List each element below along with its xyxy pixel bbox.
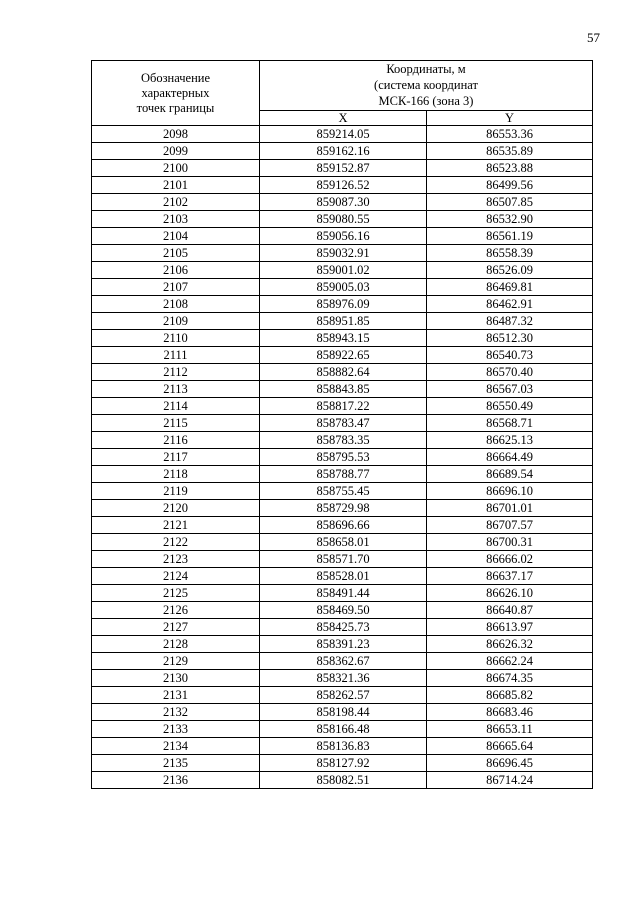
x-coordinate-cell: 858391.23 — [260, 636, 427, 653]
y-coordinate-cell: 86570.40 — [427, 364, 593, 381]
table-row — [92, 721, 593, 738]
point-id-cell: 2107 — [92, 279, 260, 296]
table-row — [92, 296, 593, 313]
table-row — [92, 330, 593, 347]
x-coordinate-cell: 858755.45 — [260, 483, 427, 500]
y-coordinate-cell: 86550.49 — [427, 398, 593, 415]
point-id-cell: 2113 — [92, 381, 260, 398]
point-id-cell: 2126 — [92, 602, 260, 619]
point-id-cell: 2109 — [92, 313, 260, 330]
y-coordinate-cell: 86662.24 — [427, 653, 593, 670]
table-row — [92, 772, 593, 789]
point-id-cell: 2106 — [92, 262, 260, 279]
y-coordinate-cell: 86487.32 — [427, 313, 593, 330]
table-row — [92, 364, 593, 381]
x-coordinate-cell: 858882.64 — [260, 364, 427, 381]
y-coordinate-cell: 86714.24 — [427, 772, 593, 789]
x-coordinate-cell: 859162.16 — [260, 143, 427, 160]
y-coordinate-cell: 86532.90 — [427, 211, 593, 228]
y-coordinate-cell: 86499.56 — [427, 177, 593, 194]
coordinates-header — [260, 61, 593, 111]
x-coordinate-cell: 858783.47 — [260, 415, 427, 432]
table-row — [92, 551, 593, 568]
point-id-cell: 2132 — [92, 704, 260, 721]
table-row — [92, 177, 593, 194]
point-id-cell: 2105 — [92, 245, 260, 262]
x-coordinate-cell: 858729.98 — [260, 500, 427, 517]
x-coordinate-cell: 859056.16 — [260, 228, 427, 245]
x-coordinate-cell: 858262.57 — [260, 687, 427, 704]
x-coordinate-cell: 858922.65 — [260, 347, 427, 364]
table-row — [92, 279, 593, 296]
point-id-cell: 2128 — [92, 636, 260, 653]
table-row — [92, 619, 593, 636]
x-coordinate-cell: 858082.51 — [260, 772, 427, 789]
table-row — [92, 653, 593, 670]
coordinates-table — [91, 60, 593, 789]
page-number: 57 — [587, 30, 600, 45]
y-coordinate-cell: 86523.88 — [427, 160, 593, 177]
table-row — [92, 500, 593, 517]
y-coordinate-cell: 86685.82 — [427, 687, 593, 704]
x-coordinate-cell: 858943.15 — [260, 330, 427, 347]
x-coordinate-cell: 859001.02 — [260, 262, 427, 279]
x-coordinate-cell: 858788.77 — [260, 466, 427, 483]
x-coordinate-cell: 859032.91 — [260, 245, 427, 262]
point-id-cell: 2121 — [92, 517, 260, 534]
y-coordinate-cell: 86568.71 — [427, 415, 593, 432]
point-id-cell: 2131 — [92, 687, 260, 704]
point-id-cell: 2104 — [92, 228, 260, 245]
x-coordinate-cell: 858658.01 — [260, 534, 427, 551]
table-row — [92, 194, 593, 211]
table-row — [92, 245, 593, 262]
y-coordinate-cell: 86567.03 — [427, 381, 593, 398]
y-coordinate-cell: 86696.10 — [427, 483, 593, 500]
table-row — [92, 228, 593, 245]
table-row — [92, 687, 593, 704]
point-id-cell: 2117 — [92, 449, 260, 466]
point-id-cell: 2108 — [92, 296, 260, 313]
x-coordinate-cell: 859087.30 — [260, 194, 427, 211]
point-id-cell: 2099 — [92, 143, 260, 160]
y-coordinate-cell: 86462.91 — [427, 296, 593, 313]
point-id-cell: 2127 — [92, 619, 260, 636]
x-coordinate-cell: 859126.52 — [260, 177, 427, 194]
point-id-cell: 2120 — [92, 500, 260, 517]
table-row — [92, 313, 593, 330]
table-row — [92, 602, 593, 619]
y-coordinate-cell: 86558.39 — [427, 245, 593, 262]
point-id-cell: 2118 — [92, 466, 260, 483]
y-coordinate-cell: 86640.87 — [427, 602, 593, 619]
table-row — [92, 449, 593, 466]
x-coordinate-cell: 858469.50 — [260, 602, 427, 619]
table-row — [92, 262, 593, 279]
point-id-cell: 2103 — [92, 211, 260, 228]
y-coordinate-cell: 86637.17 — [427, 568, 593, 585]
x-coordinate-cell: 859214.05 — [260, 126, 427, 143]
table-row — [92, 517, 593, 534]
y-column-header: Y — [427, 111, 593, 126]
y-coordinate-cell: 86664.49 — [427, 449, 593, 466]
x-coordinate-cell: 858425.73 — [260, 619, 427, 636]
x-coordinate-cell: 858696.66 — [260, 517, 427, 534]
point-id-cell: 2102 — [92, 194, 260, 211]
y-coordinate-cell: 86666.02 — [427, 551, 593, 568]
point-id-cell: 2136 — [92, 772, 260, 789]
x-coordinate-cell: 858783.35 — [260, 432, 427, 449]
y-coordinate-cell: 86625.13 — [427, 432, 593, 449]
table-header — [92, 61, 593, 126]
x-coordinate-cell: 858571.70 — [260, 551, 427, 568]
table-row — [92, 415, 593, 432]
y-coordinate-cell: 86689.54 — [427, 466, 593, 483]
y-coordinate-cell: 86626.10 — [427, 585, 593, 602]
point-id-cell: 2134 — [92, 738, 260, 755]
table-row — [92, 398, 593, 415]
x-coordinate-cell: 858136.83 — [260, 738, 427, 755]
table-row — [92, 534, 593, 551]
table-row — [92, 585, 593, 602]
coord-header-line-1: Координаты, м — [386, 62, 466, 76]
x-coordinate-cell: 859005.03 — [260, 279, 427, 296]
y-coordinate-cell: 86665.64 — [427, 738, 593, 755]
point-id-cell: 2110 — [92, 330, 260, 347]
y-coordinate-cell: 86683.46 — [427, 704, 593, 721]
y-coordinate-cell: 86540.73 — [427, 347, 593, 364]
x-column-header: X — [260, 111, 427, 126]
y-coordinate-cell: 86553.36 — [427, 126, 593, 143]
point-id-cell: 2135 — [92, 755, 260, 772]
point-id-cell: 2112 — [92, 364, 260, 381]
table-row — [92, 755, 593, 772]
y-coordinate-cell: 86613.97 — [427, 619, 593, 636]
x-coordinate-cell: 858843.85 — [260, 381, 427, 398]
point-designation-header — [92, 61, 260, 126]
x-coordinate-cell: 858795.53 — [260, 449, 427, 466]
table-row — [92, 568, 593, 585]
table-row — [92, 211, 593, 228]
y-coordinate-cell: 86674.35 — [427, 670, 593, 687]
point-header-line-1: Обозначение — [140, 70, 211, 85]
point-id-cell: 2101 — [92, 177, 260, 194]
table-body — [92, 126, 593, 789]
point-id-cell: 2124 — [92, 568, 260, 585]
point-id-cell: 2115 — [92, 415, 260, 432]
y-coordinate-cell: 86561.19 — [427, 228, 593, 245]
point-id-cell: 2116 — [92, 432, 260, 449]
point-id-cell: 2100 — [92, 160, 260, 177]
table-row — [92, 636, 593, 653]
y-coordinate-cell: 86512.30 — [427, 330, 593, 347]
x-coordinate-cell: 859080.55 — [260, 211, 427, 228]
y-coordinate-cell: 86535.89 — [427, 143, 593, 160]
coord-header-line-2: (система координат — [374, 78, 478, 92]
point-id-cell: 2114 — [92, 398, 260, 415]
table-row — [92, 160, 593, 177]
point-id-cell: 2119 — [92, 483, 260, 500]
y-coordinate-cell: 86701.01 — [427, 500, 593, 517]
x-coordinate-cell: 858528.01 — [260, 568, 427, 585]
point-id-cell: 2133 — [92, 721, 260, 738]
y-coordinate-cell: 86653.11 — [427, 721, 593, 738]
table-row — [92, 347, 593, 364]
table-row — [92, 381, 593, 398]
x-coordinate-cell: 858127.92 — [260, 755, 427, 772]
point-id-cell: 2130 — [92, 670, 260, 687]
y-coordinate-cell: 86626.32 — [427, 636, 593, 653]
table-row — [92, 143, 593, 160]
point-id-cell: 2122 — [92, 534, 260, 551]
x-coordinate-cell: 859152.87 — [260, 160, 427, 177]
table-row — [92, 466, 593, 483]
x-coordinate-cell: 858166.48 — [260, 721, 427, 738]
point-id-cell: 2123 — [92, 551, 260, 568]
table-row — [92, 483, 593, 500]
y-coordinate-cell: 86707.57 — [427, 517, 593, 534]
x-coordinate-cell: 858951.85 — [260, 313, 427, 330]
point-id-cell: 2125 — [92, 585, 260, 602]
y-coordinate-cell: 86526.09 — [427, 262, 593, 279]
x-coordinate-cell: 858362.67 — [260, 653, 427, 670]
y-coordinate-cell: 86469.81 — [427, 279, 593, 296]
point-id-cell: 2111 — [92, 347, 260, 364]
table-row — [92, 704, 593, 721]
x-coordinate-cell: 858976.09 — [260, 296, 427, 313]
x-coordinate-cell: 858198.44 — [260, 704, 427, 721]
point-header-line-2: характерных — [141, 85, 210, 100]
table-row — [92, 670, 593, 687]
x-coordinate-cell: 858491.44 — [260, 585, 427, 602]
table-row — [92, 432, 593, 449]
x-coordinate-cell: 858817.22 — [260, 398, 427, 415]
coord-header-line-3: МСК-166 (зона 3) — [378, 94, 474, 108]
y-coordinate-cell: 86507.85 — [427, 194, 593, 211]
x-coordinate-cell: 858321.36 — [260, 670, 427, 687]
point-id-cell: 2129 — [92, 653, 260, 670]
y-coordinate-cell: 86700.31 — [427, 534, 593, 551]
point-header-line-3: точек границы — [136, 100, 215, 115]
table-row — [92, 126, 593, 143]
y-coordinate-cell: 86696.45 — [427, 755, 593, 772]
point-id-cell: 2098 — [92, 126, 260, 143]
table-row — [92, 738, 593, 755]
